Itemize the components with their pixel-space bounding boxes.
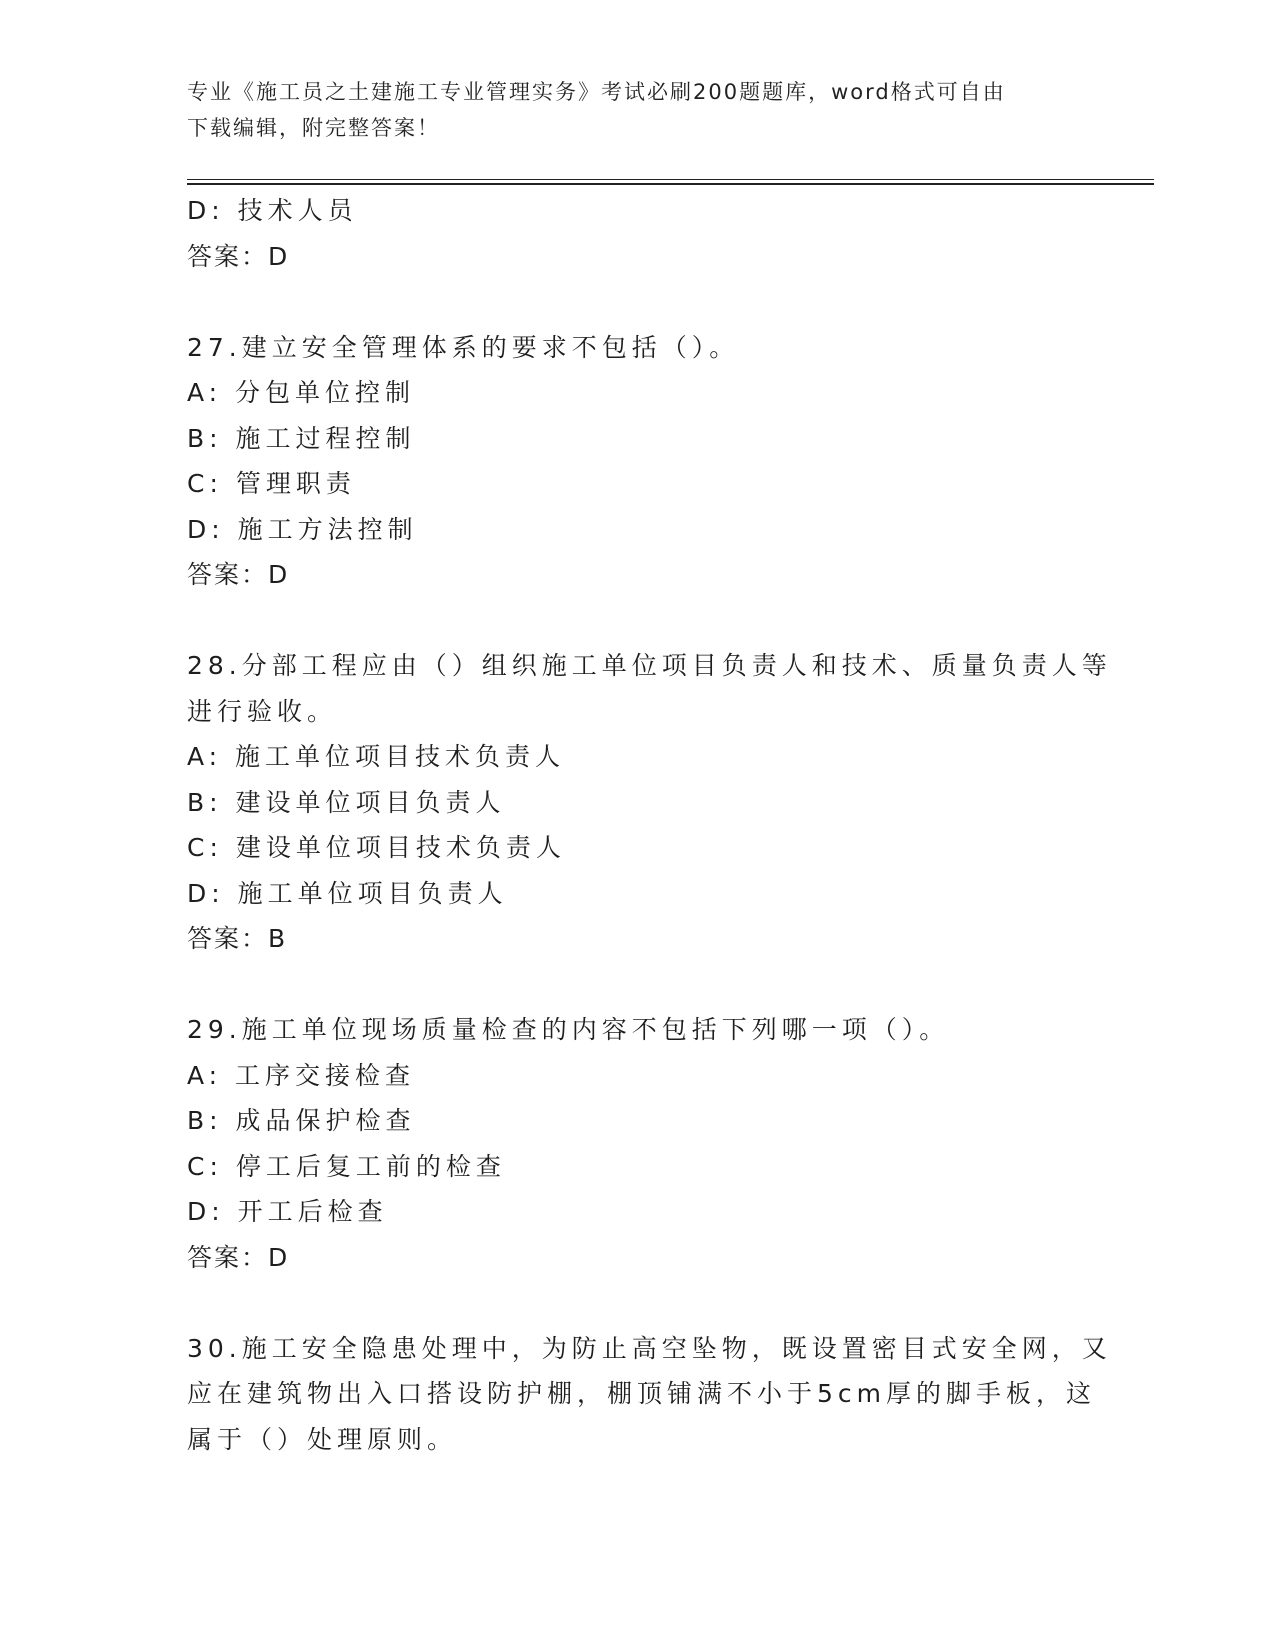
answer: 答案：D — [187, 1242, 290, 1272]
option-d: D: 施工方法控制 — [187, 514, 418, 544]
header-line-1: 专业《施工员之土建施工专业管理实务》考试必刷200题题库，word格式可自由 — [187, 80, 1006, 104]
question-29 — [187, 1007, 1087, 1280]
question-stem: 27.建立安全管理体系的要求不包括（）。 — [187, 332, 740, 362]
option-a: A: 施工单位项目技术负责人 — [187, 742, 566, 771]
option-b: B: 施工过程控制 — [187, 423, 416, 453]
question-27 — [187, 325, 1087, 598]
spacer — [187, 962, 1087, 1008]
option-c: C: 建设单位项目技术负责人 — [187, 833, 566, 862]
question-previous — [187, 188, 1087, 279]
answer: 答案：D — [187, 241, 290, 271]
header-divider-thick — [187, 183, 1154, 185]
header-divider-thin — [187, 179, 1154, 180]
question-stem: 29.施工单位现场质量检查的内容不包括下列哪一项（）。 — [187, 1015, 950, 1044]
option-c: C: 管理职责 — [187, 469, 356, 498]
question-stem-line-3: 属于（）处理原则。 — [187, 1424, 458, 1454]
document-header — [187, 74, 1077, 146]
option-a: A: 分包单位控制 — [187, 378, 416, 407]
option-b: B: 成品保护检查 — [187, 1106, 416, 1135]
spacer — [187, 598, 1087, 644]
option-a: A: 工序交接检查 — [187, 1060, 416, 1090]
option-c: C: 停工后复工前的检查 — [187, 1151, 506, 1181]
option-d: D: 技术人员 — [187, 196, 358, 225]
answer: 答案：D — [187, 560, 290, 589]
spacer — [187, 1280, 1087, 1326]
option-d: D: 施工单位项目负责人 — [187, 878, 508, 908]
option-d: D: 开工后检查 — [187, 1197, 388, 1226]
question-stem-line-1: 30.施工安全隐患处理中，为防止高空坠物，既设置密目式安全网，又 — [187, 1333, 1112, 1363]
answer: 答案：B — [187, 924, 288, 953]
header-line-2: 下载编辑，附完整答案！ — [187, 116, 440, 140]
question-28 — [187, 643, 1112, 962]
question-list — [187, 188, 1112, 1462]
question-stem-line-1: 28.分部工程应由（）组织施工单位项目负责人和技术、质量负责人等 — [187, 651, 1112, 680]
question-stem-line-2: 应在建筑物出入口搭设防护棚，棚顶铺满不小于5cm厚的脚手板，这 — [187, 1379, 1097, 1408]
option-b: B: 建设单位项目负责人 — [187, 787, 506, 817]
spacer — [187, 279, 1087, 325]
question-30 — [187, 1326, 1112, 1463]
question-stem-line-2: 进行验收。 — [187, 696, 338, 726]
